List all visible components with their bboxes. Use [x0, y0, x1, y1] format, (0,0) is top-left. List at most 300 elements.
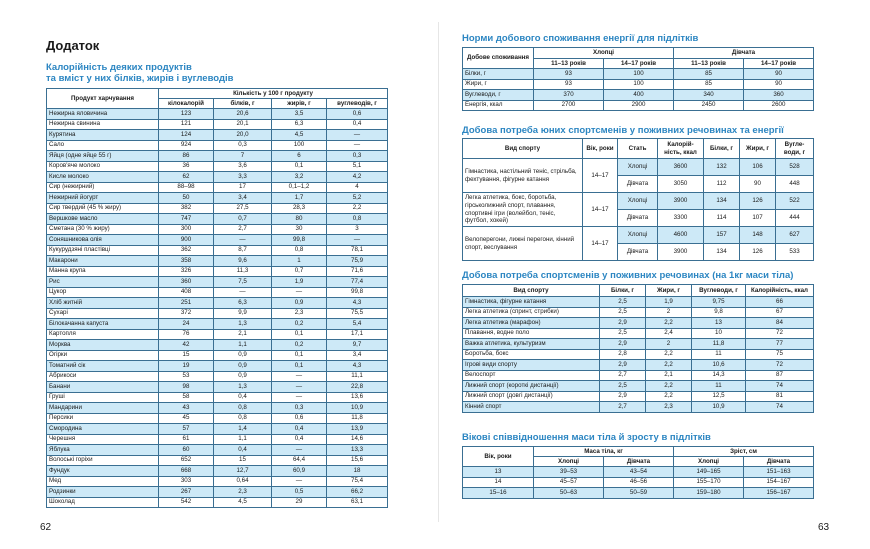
table-cell: —	[272, 287, 327, 298]
table-cell: 156–167	[744, 488, 814, 499]
table-cell: 66,2	[327, 487, 388, 498]
table-row	[47, 350, 388, 361]
table-cell: —	[327, 140, 388, 151]
table-cell: 267	[159, 487, 214, 498]
table-cell: 2,7	[214, 224, 272, 235]
table-row	[463, 477, 814, 488]
table-cell: 20,0	[214, 130, 272, 141]
table-row	[47, 224, 388, 235]
table-row	[463, 391, 814, 402]
table-cell: 2900	[604, 100, 674, 111]
table-cell: 0,1	[272, 361, 327, 372]
table-cell: Сало	[47, 140, 159, 151]
table-cell: 251	[159, 298, 214, 309]
table-cell: 18	[327, 466, 388, 477]
table-cell: 924	[159, 140, 214, 151]
table-cell: 4	[327, 182, 388, 193]
table-cell: 5,2	[327, 193, 388, 204]
table-cell: 400	[604, 90, 674, 101]
table-cell: —	[272, 371, 327, 382]
table-cell: 30	[272, 224, 327, 235]
col-boys: Хлопці	[534, 457, 604, 467]
table-cell: 20,1	[214, 119, 272, 130]
table-cell: 9,7	[327, 340, 388, 351]
col-girls: Дівчата	[604, 457, 674, 467]
table-cell: Білки, г	[463, 69, 534, 80]
table-cell: 652	[159, 455, 214, 466]
table-cell: Смородина	[47, 424, 159, 435]
table-cell: Манна крупа	[47, 266, 159, 277]
table-cell: 0,64	[214, 476, 272, 487]
table-row	[463, 402, 814, 413]
table-row	[47, 130, 388, 141]
table-cell: Мед	[47, 476, 159, 487]
table-cell: Персики	[47, 413, 159, 424]
table-cell: Кукурудзяні пластівці	[47, 245, 159, 256]
table-cell: 1,1	[214, 434, 272, 445]
table-cell: —	[272, 382, 327, 393]
table-cell: 3900	[658, 244, 704, 261]
table-cell: Цукор	[47, 287, 159, 298]
table-cell: 0,3	[214, 140, 272, 151]
table-cell: 76	[159, 329, 214, 340]
table-cell: 0,1	[272, 161, 327, 172]
table-cell: Боротьба, бокс	[463, 349, 600, 360]
table-cell: 3,2	[272, 172, 327, 183]
table-cell: Гімнастика, настільний теніс, стрільба, фехтування, фігурне катання	[463, 159, 583, 193]
page-number-right: 63	[818, 522, 830, 533]
table-row	[47, 455, 388, 466]
table-cell: Вид спорту	[463, 139, 583, 159]
table-cell: 3900	[658, 193, 704, 210]
table-cell: 17,1	[327, 329, 388, 340]
table-cell: Калорій-ність, ккал	[658, 139, 704, 159]
col-age: 11–13 років	[674, 59, 744, 69]
table-cell: 72	[746, 328, 814, 339]
table-cell: 45–57	[534, 477, 604, 488]
table-cell: 382	[159, 203, 214, 214]
table-cell: 2450	[674, 100, 744, 111]
table-row	[47, 487, 388, 498]
table-cell: Легка атлетика (спринт, стрибки)	[463, 307, 600, 318]
table-cell: 75,5	[327, 308, 388, 319]
table-cell: Яйця (одне яйце 55 г)	[47, 151, 159, 162]
table-cell: 154–167	[744, 477, 814, 488]
table-cell: 2600	[744, 100, 814, 111]
table-cell: 62	[159, 172, 214, 183]
table-cell: Гімнастика, фігурне катання	[463, 297, 600, 308]
table-cell: Вуглеводи, г	[463, 90, 534, 101]
table-cell: 77,4	[327, 277, 388, 288]
col-girls: Дівчата	[744, 457, 814, 467]
table-cell: 2,2	[327, 203, 388, 214]
table-cell: Морква	[47, 340, 159, 351]
table-cell: Легка атлетика, бокс, боротьба, гірськолижний спорт, плавання, спортивні ігри (волейбол, теніс, футбол, хокей)	[463, 193, 583, 227]
table-cell: 2,5	[600, 381, 646, 392]
table-cell: Соняшникова олія	[47, 235, 159, 246]
table-cell: Рис	[47, 277, 159, 288]
table-cell: 14–17	[583, 159, 618, 193]
table-cell: 2,2	[646, 360, 692, 371]
table-cell: 77	[746, 339, 814, 350]
table-cell: 63,1	[327, 497, 388, 508]
table-row	[463, 79, 814, 90]
table-cell: 1,7	[272, 193, 327, 204]
table-cell: Сир твердий (45 % жиру)	[47, 203, 159, 214]
table-cell: 372	[159, 308, 214, 319]
table-cell: 88–98	[159, 182, 214, 193]
table-cell: Калорійність, ккал	[746, 285, 814, 297]
table-cell: 67	[746, 307, 814, 318]
table-cell: 2,9	[600, 339, 646, 350]
table-cell: 0,5	[272, 487, 327, 498]
young-athletes-table	[462, 138, 814, 261]
table-row	[463, 297, 814, 308]
table-cell: 58	[159, 392, 214, 403]
table-cell: 6,3	[214, 298, 272, 309]
table-row	[47, 214, 388, 225]
table-cell: —	[272, 445, 327, 456]
table-cell: Дівчата	[618, 210, 658, 227]
table-row	[47, 140, 388, 151]
table-cell: 2,2	[646, 391, 692, 402]
table-cell: 151–163	[744, 467, 814, 478]
table-cell: 0,4	[214, 445, 272, 456]
table-cell: Плавання, водне поло	[463, 328, 600, 339]
table-cell: Жири, г	[740, 139, 776, 159]
table-cell: 3300	[658, 210, 704, 227]
energy-norms-table	[462, 47, 814, 111]
table-row	[47, 392, 388, 403]
col-age: Вік, роки	[463, 447, 534, 467]
table-cell: Хлопці	[618, 227, 658, 244]
table-cell: 0,9	[214, 371, 272, 382]
table-cell: 303	[159, 476, 214, 487]
table-row	[47, 245, 388, 256]
table-row	[463, 349, 814, 360]
table-cell: 90	[744, 79, 814, 90]
col-age: 11–13 років	[534, 59, 604, 69]
table-row	[463, 90, 814, 101]
table-cell: 1	[272, 256, 327, 267]
table-cell: Мандарини	[47, 403, 159, 414]
table-cell: 74	[746, 402, 814, 413]
page-heading: Додаток	[46, 38, 100, 53]
table-cell: 121	[159, 119, 214, 130]
col-group-per-100g: Кількість у 100 г продукту	[159, 89, 388, 99]
table-cell: 360	[744, 90, 814, 101]
table-cell: 15	[214, 455, 272, 466]
table-cell: 0,8	[272, 245, 327, 256]
section-title-mass-height: Вікові співвідношення маси тіла й зросту в підлітків	[462, 432, 711, 443]
table-cell: 134	[704, 244, 740, 261]
table-cell: 114	[704, 210, 740, 227]
table-cell: 4,3	[327, 361, 388, 372]
col-mass: Маса тіла, кг	[534, 447, 674, 457]
table-cell: 668	[159, 466, 214, 477]
col-age: 14–17 років	[744, 59, 814, 69]
table-cell: 360	[159, 277, 214, 288]
table-row	[463, 488, 814, 499]
table-cell: 17	[214, 182, 272, 193]
col-carb: вуглеводів, г	[327, 99, 388, 109]
table-cell: 0,4	[272, 424, 327, 435]
calorie-table	[46, 88, 388, 508]
table-cell: 74	[746, 381, 814, 392]
table-cell: 0,7	[272, 266, 327, 277]
table-cell: 2,1	[646, 370, 692, 381]
table-cell: 13,9	[327, 424, 388, 435]
table-cell: 2,2	[646, 318, 692, 329]
table-cell: 340	[674, 90, 744, 101]
table-cell: 124	[159, 130, 214, 141]
table-row	[47, 161, 388, 172]
table-cell: Важка атлетика, культуризм	[463, 339, 600, 350]
table-cell: 20,6	[214, 109, 272, 120]
table-cell: Нежирна свинина	[47, 119, 159, 130]
table-cell: 60,9	[272, 466, 327, 477]
table-row	[47, 203, 388, 214]
table-cell: 326	[159, 266, 214, 277]
table-cell: 2,2	[646, 381, 692, 392]
table-cell: 50	[159, 193, 214, 204]
table-cell: 19	[159, 361, 214, 372]
table-cell: —	[272, 392, 327, 403]
table-row	[47, 235, 388, 246]
table-cell: —	[327, 130, 388, 141]
table-cell: 370	[534, 90, 604, 101]
table-cell: 93	[534, 69, 604, 80]
section-title	[46, 62, 234, 84]
table-cell: Енергія, ккал	[463, 100, 534, 111]
table-cell: 9,8	[692, 307, 746, 318]
table-cell: 13	[463, 467, 534, 478]
table-cell: 9,75	[692, 297, 746, 308]
table-cell: 157	[704, 227, 740, 244]
table-cell: 81	[746, 391, 814, 402]
table-cell: Фундук	[47, 466, 159, 477]
table-cell: Білокачанна капуста	[47, 319, 159, 330]
table-cell: 2,3	[272, 308, 327, 319]
table-row	[47, 466, 388, 477]
table-cell: 2,5	[600, 297, 646, 308]
table-cell: Дівчата	[618, 244, 658, 261]
table-cell: 2	[646, 339, 692, 350]
table-cell: 6,3	[272, 119, 327, 130]
table-cell: 11,8	[692, 339, 746, 350]
table-row	[47, 382, 388, 393]
table-cell: 43	[159, 403, 214, 414]
table-cell: 0,7	[214, 214, 272, 225]
table-cell: 100	[604, 69, 674, 80]
table-cell: Нежирний йогурт	[47, 193, 159, 204]
table-cell: Білки, г	[600, 285, 646, 297]
table-cell: 15–16	[463, 488, 534, 499]
table-cell: 14–17	[583, 227, 618, 261]
table-cell: Велоперегони, лижні перегони, кінний спорт, веслування	[463, 227, 583, 261]
table-row	[47, 256, 388, 267]
table-cell: 42	[159, 340, 214, 351]
table-cell: 24	[159, 319, 214, 330]
table-cell: Абрикоси	[47, 371, 159, 382]
table-cell: 3,6	[214, 161, 272, 172]
table-cell: 0,8	[214, 413, 272, 424]
table-cell: 7,5	[214, 277, 272, 288]
table-cell: 2,9	[600, 391, 646, 402]
table-row	[47, 172, 388, 183]
table-cell: 64,4	[272, 455, 327, 466]
table-row	[47, 361, 388, 372]
table-row	[463, 307, 814, 318]
table-cell: 107	[740, 210, 776, 227]
table-row	[47, 403, 388, 414]
table-row	[47, 476, 388, 487]
table-cell: 149–165	[674, 467, 744, 478]
table-row	[463, 318, 814, 329]
table-cell: 11	[692, 349, 746, 360]
table-cell: 4,2	[327, 172, 388, 183]
table-cell: 85	[674, 69, 744, 80]
table-cell: 3,4	[214, 193, 272, 204]
col-product: Продукт харчування	[47, 89, 159, 109]
table-cell: —	[272, 476, 327, 487]
section-title-energy-norms: Норми добового споживання енергії для підлітків	[462, 33, 699, 44]
table-cell: 27,5	[214, 203, 272, 214]
table-cell: 1,9	[646, 297, 692, 308]
col-girls: Дівчата	[674, 48, 814, 59]
table-row	[463, 381, 814, 392]
table-cell: 134	[704, 193, 740, 210]
table-cell: Вік, роки	[583, 139, 618, 159]
table-cell: 78,1	[327, 245, 388, 256]
table-cell: 22,8	[327, 382, 388, 393]
table-row	[47, 277, 388, 288]
table-cell: 5,4	[327, 319, 388, 330]
table-cell: 0,1–1,2	[272, 182, 327, 193]
table-cell: Дівчата	[618, 176, 658, 193]
table-cell: 86	[159, 151, 214, 162]
table-cell: Банани	[47, 382, 159, 393]
table-cell: 8,7	[214, 245, 272, 256]
table-cell: Кінний спорт	[463, 402, 600, 413]
table-cell: 10,9	[692, 402, 746, 413]
table-cell: 100	[604, 79, 674, 90]
table-cell: 15,6	[327, 455, 388, 466]
table-cell: 0,4	[272, 434, 327, 445]
table-cell: 99,8	[272, 235, 327, 246]
table-cell: Макарони	[47, 256, 159, 267]
table-cell: —	[327, 235, 388, 246]
table-cell: 0,2	[272, 319, 327, 330]
table-cell: 112	[704, 176, 740, 193]
table-cell: 10,9	[327, 403, 388, 414]
table-row	[47, 151, 388, 162]
table-cell: 522	[776, 193, 814, 210]
table-row	[463, 100, 814, 111]
table-cell: 50–63	[534, 488, 604, 499]
table-row	[47, 109, 388, 120]
table-cell: 10,6	[692, 360, 746, 371]
table-cell: 7	[214, 151, 272, 162]
table-row	[47, 497, 388, 508]
mass-height-table	[462, 446, 814, 499]
table-cell: 11,3	[214, 266, 272, 277]
table-cell: 627	[776, 227, 814, 244]
table-cell: 15	[159, 350, 214, 361]
table-cell: 132	[704, 159, 740, 176]
table-cell: 12,5	[692, 391, 746, 402]
table-row	[463, 69, 814, 80]
table-cell: 39–53	[534, 467, 604, 478]
table-cell: 13,6	[327, 392, 388, 403]
table-cell: 0,8	[327, 214, 388, 225]
table-cell: 10	[692, 328, 746, 339]
col-fat: жирів, г	[272, 99, 327, 109]
table-cell: 0,9	[214, 361, 272, 372]
table-cell: 444	[776, 210, 814, 227]
table-cell: 66	[746, 297, 814, 308]
table-cell: Лижний спорт (довгі дистанції)	[463, 391, 600, 402]
table-cell: 84	[746, 318, 814, 329]
table-cell: 6	[272, 151, 327, 162]
table-cell: 126	[740, 193, 776, 210]
table-cell: 5,1	[327, 161, 388, 172]
table-cell: 2,3	[214, 487, 272, 498]
table-cell: 2,8	[600, 349, 646, 360]
table-cell: 72	[746, 360, 814, 371]
table-cell: 155–170	[674, 477, 744, 488]
table-cell: Груші	[47, 392, 159, 403]
table-cell: 90	[744, 69, 814, 80]
table-cell: 1,3	[214, 319, 272, 330]
table-row	[463, 339, 814, 350]
table-cell: Білки, г	[704, 139, 740, 159]
table-cell: 9,6	[214, 256, 272, 267]
table-cell: Ігрові види спорту	[463, 360, 600, 371]
col-protein: білків, г	[214, 99, 272, 109]
col-daily: Добове споживання	[463, 48, 534, 69]
section-title-young-athletes: Добова потреба юних спортсменів у поживних речовинах та енергії	[462, 125, 784, 136]
table-cell: 60	[159, 445, 214, 456]
table-cell: 0,8	[214, 403, 272, 414]
table-cell: 61	[159, 434, 214, 445]
table-cell: 408	[159, 287, 214, 298]
table-cell: 14,6	[327, 434, 388, 445]
table-cell: Сухарі	[47, 308, 159, 319]
table-cell: 13	[692, 318, 746, 329]
table-cell: 87	[746, 370, 814, 381]
section-title-per-kg: Добова потреба спортсменів у поживних речовинах (на 1кг маси тіла)	[462, 270, 794, 281]
table-cell: Картопля	[47, 329, 159, 340]
table-cell: 448	[776, 176, 814, 193]
table-cell: Вид спорту	[463, 285, 600, 297]
table-cell: Велоспорт	[463, 370, 600, 381]
table-cell: Родзинки	[47, 487, 159, 498]
table-cell: 1,1	[214, 340, 272, 351]
table-cell: 528	[776, 159, 814, 176]
table-cell: 3,4	[327, 350, 388, 361]
table-row	[463, 227, 814, 244]
table-row	[47, 445, 388, 456]
table-cell: 11	[692, 381, 746, 392]
table-cell: Сметана (30 % жиру)	[47, 224, 159, 235]
table-cell: 12,7	[214, 466, 272, 477]
table-cell: 93	[534, 79, 604, 90]
table-cell: Нежирна яловичина	[47, 109, 159, 120]
table-cell: 28,3	[272, 203, 327, 214]
table-cell: Шоколад	[47, 497, 159, 508]
table-cell: 2,4	[646, 328, 692, 339]
